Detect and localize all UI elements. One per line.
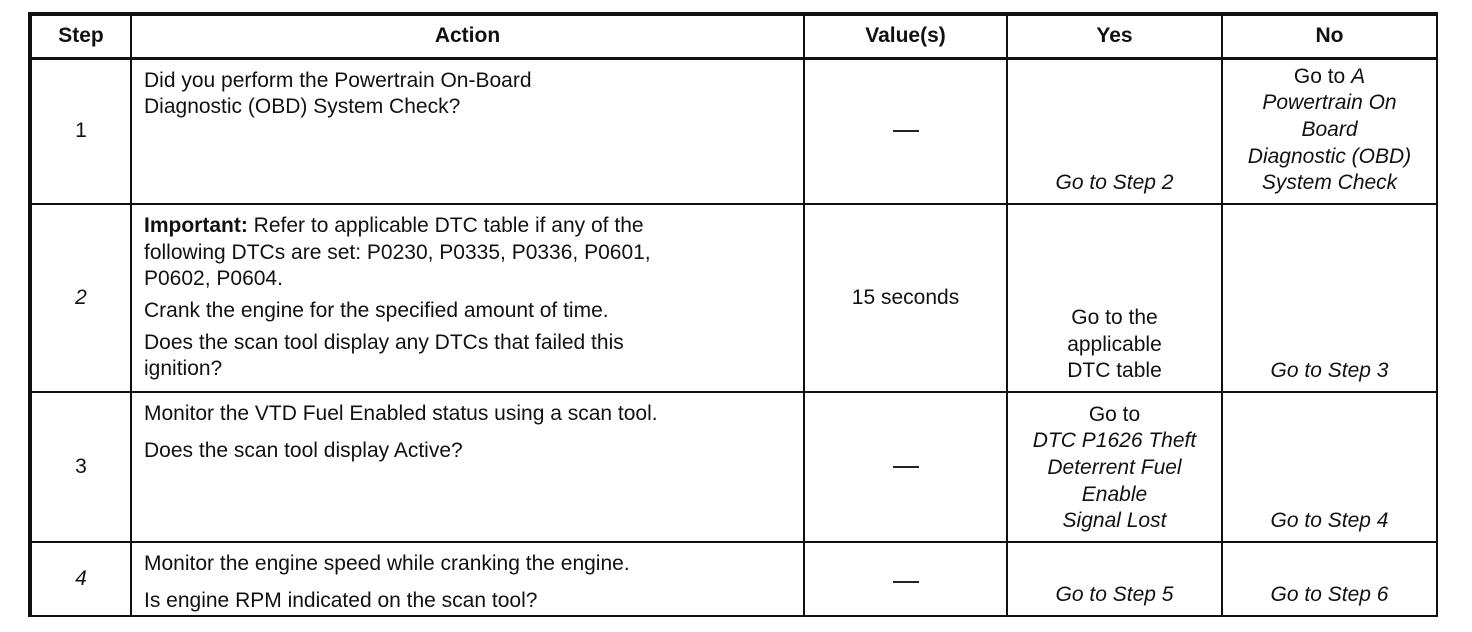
value-cell <box>804 542 1007 616</box>
action-line: Monitor the VTD Fuel Enabled status using a scan tool. <box>144 402 658 425</box>
table-row <box>31 58 1437 204</box>
value-cell <box>804 392 1007 542</box>
no-italic-line: Powertrain On <box>1262 91 1397 115</box>
no-italic-line: Board <box>1301 118 1358 142</box>
yes-italic-line: Deterrent Fuel <box>1047 456 1182 480</box>
yes-link[interactable]: Go to Step 5 <box>1055 583 1174 607</box>
action-line: Did you perform the Powertrain On-Board <box>144 68 532 92</box>
yes-italic-line: Enable <box>1081 482 1148 506</box>
yes-cell <box>1007 204 1222 392</box>
dash-mark <box>893 581 919 583</box>
value-cell <box>804 204 1007 392</box>
header-yes: Yes <box>1007 15 1222 58</box>
no-link[interactable]: Go to Step 4 <box>1270 509 1389 533</box>
yes-cell <box>1007 542 1222 616</box>
yes-cell <box>1007 58 1222 204</box>
important-label: Important: <box>144 214 248 237</box>
no-italic-text: A <box>1351 64 1366 88</box>
action-line: P0602, P0604. <box>144 267 283 291</box>
step-number: 2 <box>31 204 131 392</box>
step-number: 4 <box>31 542 131 616</box>
value-cell <box>804 58 1007 204</box>
dash-mark <box>893 466 919 468</box>
action-line: Crank the engine for the specified amount of time. <box>144 298 609 322</box>
action-cell <box>131 58 804 204</box>
action-line: Does the scan tool display Active? <box>144 438 463 462</box>
no-link[interactable]: Go to Step 6 <box>1270 583 1389 607</box>
yes-line: applicable <box>1067 332 1162 356</box>
yes-link[interactable]: Go to <box>1088 402 1141 426</box>
table-row <box>31 542 1437 616</box>
step-number: 3 <box>31 392 131 542</box>
header-no: No <box>1222 15 1437 58</box>
header-action: Action <box>131 15 804 58</box>
action-line: Diagnostic (OBD) System Check? <box>144 95 461 119</box>
no-link[interactable]: Go to Step 3 <box>1270 359 1389 383</box>
no-cell <box>1222 204 1437 392</box>
diagnostic-table <box>30 14 1438 617</box>
action-cell <box>131 542 804 616</box>
no-italic-line: Diagnostic (OBD) <box>1247 144 1412 168</box>
header-values: Value(s) <box>804 15 1007 58</box>
action-line: Monitor the engine speed while cranking the engine. <box>144 552 630 575</box>
important-text: Refer to applicable DTC table if any of the <box>253 214 644 237</box>
no-cell <box>1222 392 1437 542</box>
action-line: Is engine RPM indicated on the scan tool? <box>144 588 538 612</box>
yes-italic-line: DTC P1626 Theft <box>1032 429 1197 453</box>
step-number: 1 <box>31 58 131 204</box>
action-line <box>144 213 793 240</box>
no-cell <box>1222 542 1437 616</box>
table-row <box>31 392 1437 542</box>
yes-italic-line: Signal Lost <box>1062 509 1167 533</box>
no-cell <box>1222 58 1437 204</box>
diagnostic-table-frame <box>28 12 1438 617</box>
action-cell <box>131 204 804 392</box>
yes-link[interactable]: Go to the <box>1071 306 1158 330</box>
header-step: Step <box>31 15 131 58</box>
no-link[interactable] <box>1227 64 1432 91</box>
action-line: Does the scan tool display any DTCs that failed this <box>144 330 624 354</box>
table-row <box>31 204 1437 392</box>
value-text: 15 seconds <box>851 286 960 309</box>
yes-cell <box>1007 392 1222 542</box>
table-header-row <box>31 15 1437 58</box>
dash-mark <box>893 130 919 132</box>
no-italic-line: System Check <box>1261 171 1398 195</box>
yes-line: DTC table <box>1067 359 1162 383</box>
yes-link[interactable]: Go to Step 2 <box>1055 171 1174 195</box>
action-line: following DTCs are set: P0230, P0335, P0336, P0601, <box>144 240 651 264</box>
no-plain-text: Go to <box>1293 64 1346 88</box>
action-line: ignition? <box>144 357 223 381</box>
action-cell <box>131 392 804 542</box>
